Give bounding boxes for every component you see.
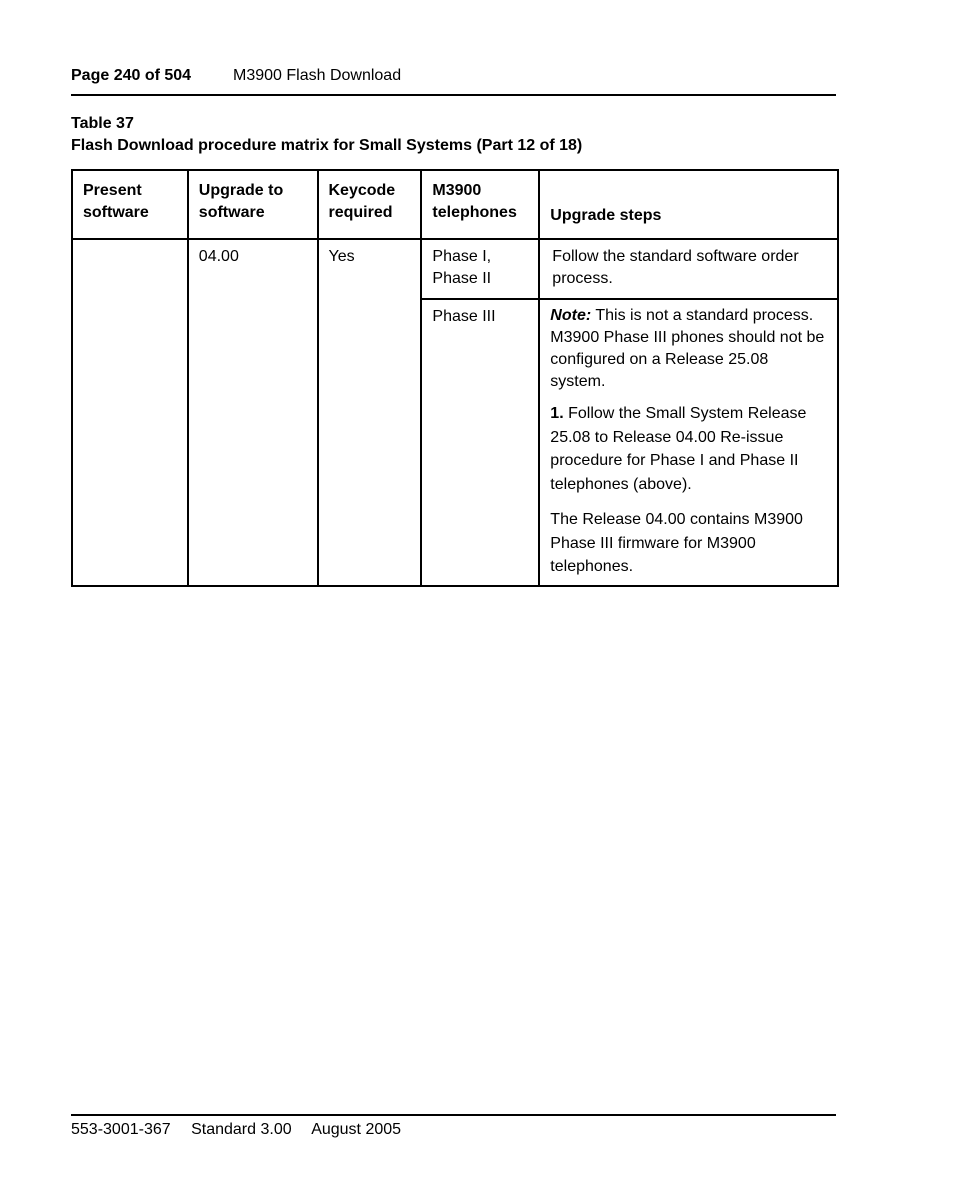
page-header	[71, 66, 836, 96]
note-label: Note:	[550, 307, 592, 324]
column-header-present-software: Present software	[72, 170, 188, 239]
footer-date: August 2005	[311, 1121, 402, 1138]
column-header-upgrade-steps: Upgrade steps	[539, 170, 838, 239]
cell-present-software	[72, 239, 188, 586]
table-row	[72, 239, 838, 299]
step-text: Follow the Small System Release 25.08 to Release 04.00 Re-issue procedure for Phase I and Phase II telephones (above).	[550, 405, 807, 493]
table-number: Table 37	[71, 115, 134, 132]
step-number: 1.	[550, 405, 564, 422]
section-title: M3900 Flash Download	[233, 67, 402, 84]
procedure-matrix-table	[71, 169, 839, 587]
column-header-keycode: Keycode required	[318, 170, 422, 239]
cell-steps-phase-1-2: Follow the standard software order process.	[539, 239, 838, 299]
note-paragraph	[550, 305, 827, 393]
page-number: Page 240 of 504	[71, 67, 192, 84]
cell-upgrade-to: 04.00	[188, 239, 318, 586]
column-header-upgrade-to: Upgrade to software	[188, 170, 318, 239]
closing-paragraph: The Release 04.00 contains M3900 Phase III firmware for M3900 telephones.	[550, 511, 803, 575]
column-header-telephones: M3900 telephones	[421, 170, 539, 239]
cell-keycode-required: Yes	[318, 239, 422, 586]
footer-doc-number: 553-3001-367	[71, 1121, 171, 1138]
cell-steps-phase-3	[539, 299, 838, 586]
table-caption	[71, 113, 582, 157]
cell-telephones-phase-3: Phase III	[421, 299, 539, 586]
note-text: This is not a standard process. M3900 Phase III phones should not be configured on a Release 25.08 system.	[550, 307, 825, 390]
footer-standard: Standard 3.00	[191, 1121, 292, 1138]
table-header-row	[72, 170, 838, 239]
page-footer	[71, 1114, 836, 1140]
step-1-paragraph	[550, 402, 827, 496]
cell-telephones-phase-1-2: Phase I, Phase II	[421, 239, 539, 299]
table-title: Flash Download procedure matrix for Small Systems (Part 12 of 18)	[71, 137, 583, 154]
